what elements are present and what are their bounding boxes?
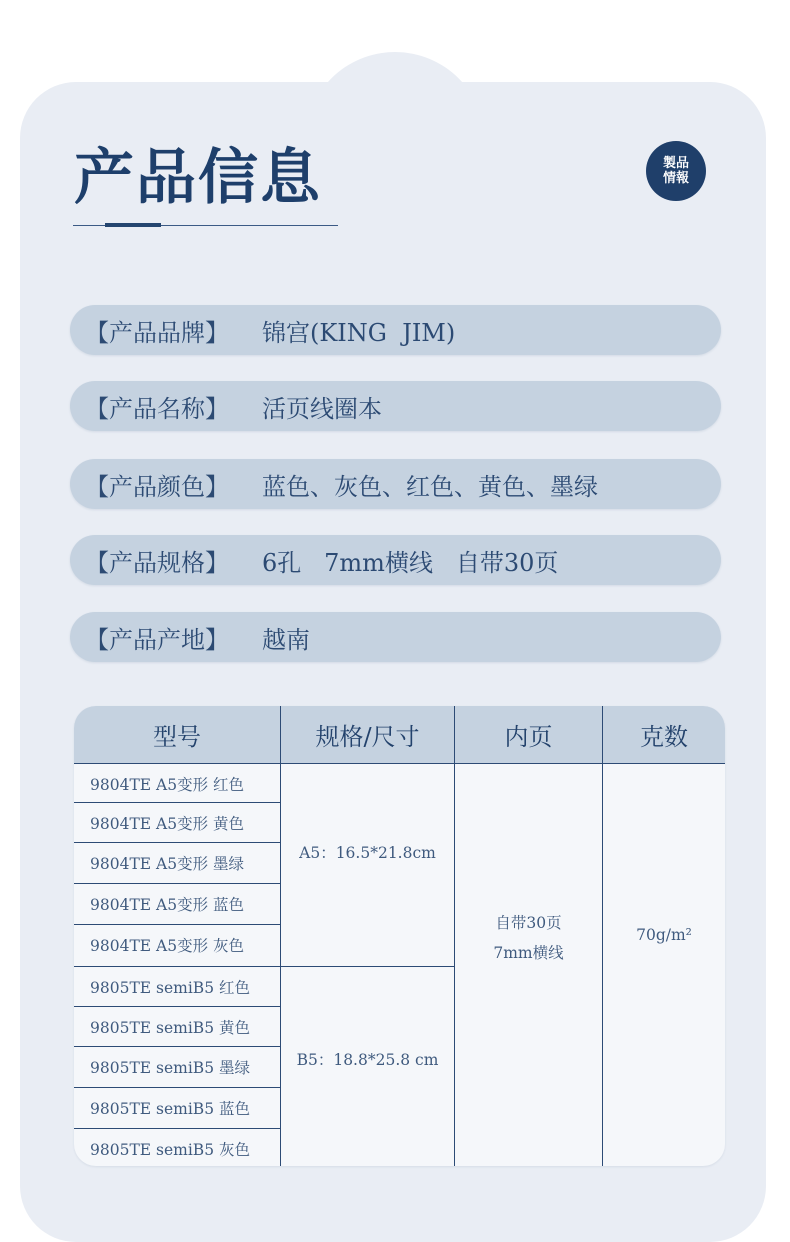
- table-row: 9804TE A5变形 蓝色: [90, 896, 245, 914]
- table-row: 9805TE semiB5 墨绿: [90, 1059, 250, 1077]
- info-label: 【产品颜色】: [85, 472, 229, 501]
- spec-table: [74, 706, 725, 1166]
- info-label: 【产品品牌】: [85, 318, 229, 347]
- info-label: 【产品规格】: [85, 548, 229, 577]
- table-row: 9804TE A5变形 墨绿: [90, 855, 245, 873]
- table-row: 9804TE A5变形 黄色: [90, 815, 245, 833]
- inner-pages-ruling: 7mm横线: [493, 944, 564, 962]
- table-row: 9805TE semiB5 灰色: [90, 1141, 250, 1159]
- table-row: 9805TE semiB5 红色: [90, 979, 250, 997]
- info-value: 活页线圈本: [262, 394, 382, 423]
- info-row-color: [70, 459, 721, 509]
- info-label: 【产品产地】: [85, 625, 229, 654]
- table-row: 9804TE A5变形 灰色: [90, 937, 245, 955]
- info-row-origin: [70, 612, 721, 662]
- column-divider: [280, 706, 281, 1166]
- header-size: 规格/尺寸: [315, 723, 420, 751]
- info-row-brand: [70, 305, 721, 355]
- info-value: 越南: [262, 625, 310, 654]
- size-b5: B5：18.8*25.8 cm: [296, 1051, 439, 1069]
- header-weight: 克数: [640, 723, 688, 751]
- paper-weight: 70g/m²: [636, 926, 692, 944]
- info-row-spec: [70, 535, 721, 585]
- card-top-bump: [305, 52, 485, 162]
- header-model: 型号: [153, 723, 201, 751]
- info-row-name: [70, 381, 721, 431]
- page-title: 产品信息: [74, 143, 322, 213]
- seihin-jouhou-badge: 製品情報: [646, 141, 706, 201]
- table-row: 9805TE semiB5 蓝色: [90, 1100, 250, 1118]
- title-accent-bar: [105, 223, 161, 227]
- header-inner-pages: 内页: [504, 723, 553, 751]
- inner-pages-cell: [455, 908, 602, 968]
- table-row: 9805TE semiB5 黄色: [90, 1019, 250, 1037]
- inner-pages-count: 自带30页: [495, 914, 562, 932]
- info-label: 【产品名称】: [85, 394, 229, 423]
- info-value: 锦宫(KING JIM): [262, 318, 456, 347]
- size-a5: A5：16.5*21.8cm: [299, 844, 436, 862]
- table-row: 9804TE A5变形 红色: [90, 776, 245, 794]
- info-value: 蓝色、灰色、红色、黄色、墨绿: [262, 472, 598, 501]
- info-value: 6孔 7mm横线 自带30页: [262, 548, 559, 577]
